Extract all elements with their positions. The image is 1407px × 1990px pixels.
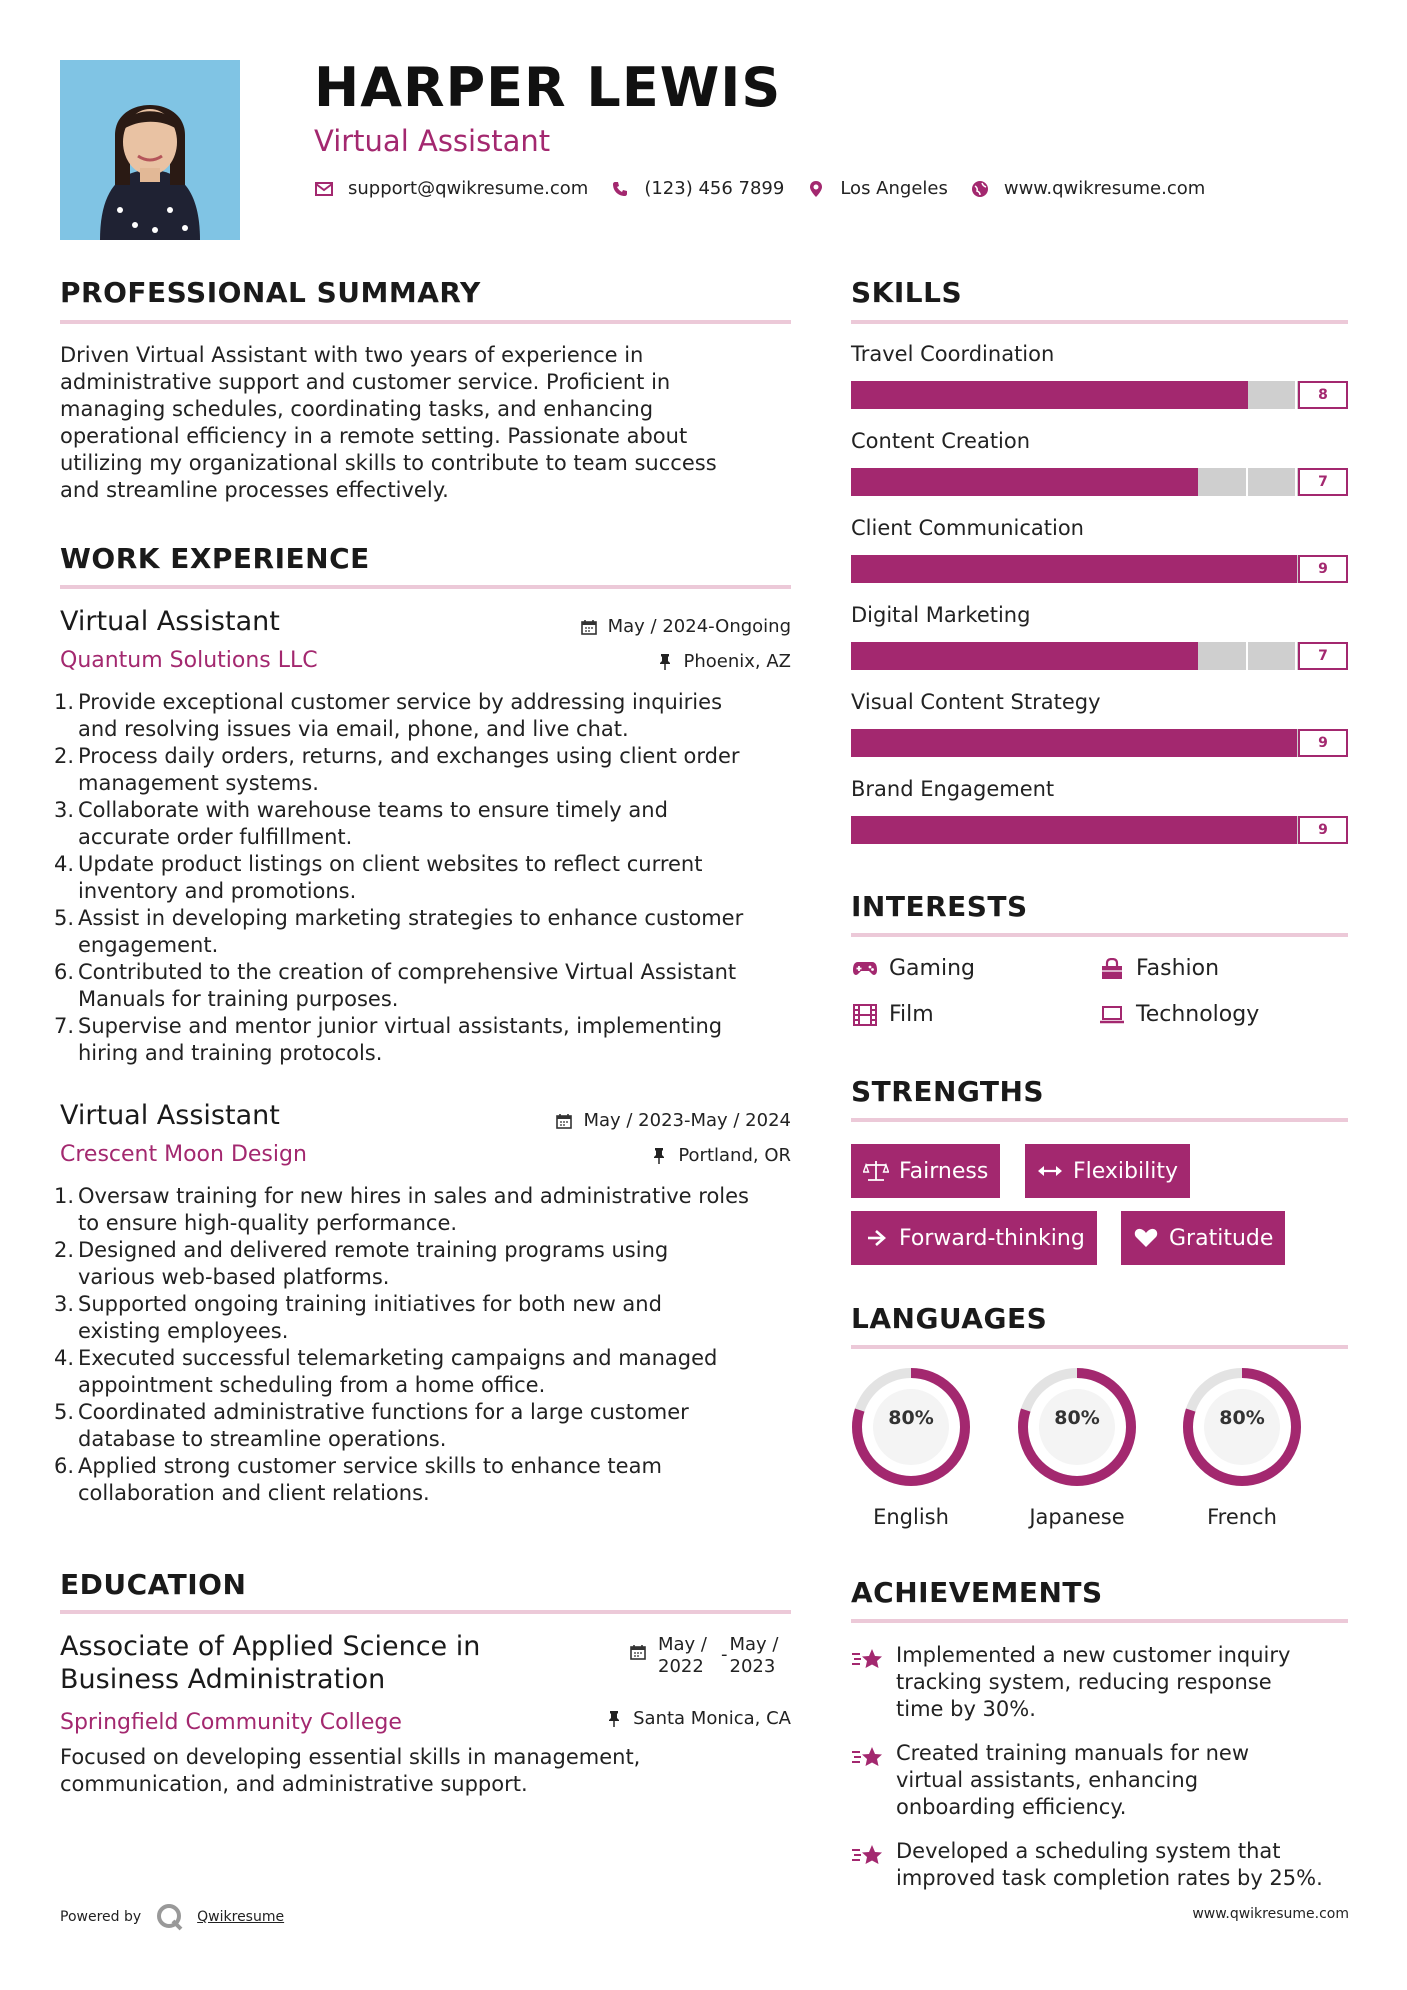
summary-line: utilizing my organizational skills to contribute to team success [60,451,717,475]
company-name: Quantum Solutions LLC [60,648,318,673]
skill-name: Brand Engagement [851,777,1055,801]
location-text: Los Angeles [840,178,948,199]
strength-label: Forward-thinking [899,1225,1085,1251]
summary-line: administrative support and customer service. Proficient in [60,370,671,394]
list-item: 6. Contributed to the creation of comprehensive Virtual Assistant Manuals for training purposes. [54,960,737,1011]
list-item: 5. Coordinated administrative functions for a large customer database to streamline operations. [54,1400,689,1451]
skill-rating: 8 [1298,381,1348,409]
job-bullets [54,689,800,1067]
job-title: Virtual Assistant [60,606,280,637]
language-name: Japanese [1029,1505,1125,1529]
education-divider [60,1610,791,1614]
globe-icon [970,179,990,199]
languages-divider [851,1345,1348,1349]
powered-by [60,1902,284,1932]
education-description: Focused on developing essential skills in management, communication, and administrative support. [60,1745,641,1796]
interest-gaming [851,956,975,981]
profile-photo [60,60,240,240]
shopping-bag-icon [1098,957,1126,981]
calendar-icon [580,618,598,636]
map-pin-icon [806,179,826,199]
strength-badge [851,1211,1097,1265]
degree-title [60,1630,480,1696]
interest-label: Gaming [889,956,975,981]
summary-line: operational efficiency in a remote setting. Passionate about [60,424,688,448]
language-item [849,1365,973,1529]
language-percent: 80% [888,1407,934,1429]
summary-line: managing schedules, coordinating tasks, and enhancing [60,397,654,421]
list-item: 4. Update product listings on client websites to reflect current inventory and promotions. [54,852,703,903]
language-name: English [873,1505,949,1529]
job-location-text: Phoenix, AZ [683,651,791,672]
film-icon [851,1003,879,1027]
list-item: 3. Collaborate with warehouse teams to ensure timely and accurate order fulfillment. [54,798,668,849]
skills-heading: SKILLS [851,276,963,309]
skill-name: Visual Content Strategy [851,690,1101,714]
interest-fashion [1098,956,1219,981]
job-location [650,1145,791,1166]
strength-label: Gratitude [1169,1225,1274,1251]
skill-bar-fill [851,729,1297,757]
envelope-icon [314,179,334,199]
resume-page: HARPER LEWIS Virtual Assistant support@qwikresume.com (123) 456 7899 Los Angeles www.qwikresume.com PROFESSIONAL SUMMARY Driven Virtual Assistant with two years of experience in administrative support and customer service. Proficient in managing schedules, coordinating tasks, and enhancing operational efficiency in a remote setting. Passionate about utilizing my organizational skills to contribute to team success and streamline processes effectively. WORK EXPERIENCE Virtual Assistant May / 2024-Ongoing Quantum Solutions LLC Phoenix, AZ 1. Provide exceptional customer service by addressing inquiries and resolving issues via email, phone, and live chat. 2. Process daily orders, returns, and exchanges using client order management systems. 3. Collaborate with warehouse teams to ensure timely and accurate order fulfillment. 4. Update product listings on client websites to reflect current inventory and promotions. 5. Assist in developing marketing strategies to enhance customer engagement. 6. Contributed to the creation of comprehensive Virtual Assistant Manuals for training purposes. 7. Supervise and mentor junior virtual assistants, implementing hiring and training protocols. Virtual Assistant May / 2023-May / 2024 Crescent Moon Design Portland, OR 1. Oversaw training for new hires in sales and administrative roles to ensure high-quality performance. 2. Designed and delivered remote training programs using various web-based platforms. 3. Supported ongoing training initiatives for both new and existing employees. 4. Executed successful telemarketing campaigns and managed appointment scheduling from a home office. 5. Coordinated administrative functions for a large customer database to streamline operations. 6. Applied strong customer service skills to enhance team collaboration and client relations. EDUCATION Associate of Applied Science in Business Administration May / 2022 - May / 2023 Springfield Community College Santa Monica, CA Focused on developing essential skills in management, communication, and administrative support. SKILLS Travel Coordination 8 Content Creation 7 Client Communication 9 Digital Marketing 7 Visual Content Strategy 9 Brand Engagement 9 INTERESTS Gaming Fashion Film Technology STRENGTHS Fairness Flexibility Forward-thinking Gratitude LANGUAGES 80% English 80% Japanese 80% French ACHIEVEMENTS Implemented a new customer inquiry tracking system, reducing response time by 30%. Created training manuals for new virtual assistants, enhancing onboarding efficiency. Developed a scheduling system that improved task completion rates by 25%. Powered by Qwikresume www.qwikresume.com [0,0,1407,1990]
list-item: 5. Assist in developing marketing strategies to enhance customer engagement. [54,906,744,957]
contact-phone[interactable] [610,178,784,199]
shooting-star-icon [851,1842,885,1868]
pushpin-icon [656,653,674,671]
company-name: Crescent Moon Design [60,1142,307,1167]
language-item [1180,1365,1304,1529]
summary-text [60,342,800,504]
job-bullets [54,1183,800,1507]
gamepad-icon [851,957,879,981]
calendar-icon [630,1644,648,1662]
strengths-heading: STRENGTHS [851,1075,1045,1108]
skill-bar-fill [851,816,1297,844]
list-item: 4. Executed successful telemarketing campaigns and managed appointment scheduling from a home office. [54,1346,718,1397]
phone-icon [610,179,630,199]
interests-divider [851,933,1348,937]
achievements-divider [851,1619,1348,1623]
language-item [1015,1365,1139,1529]
skills-divider [851,320,1348,324]
interest-label: Fashion [1136,956,1220,981]
date-start: May / 2022 [658,1634,707,1677]
skill-bar-fill [851,555,1297,583]
list-item: 1. Oversaw training for new hires in sales and administrative roles to ensure high-quality performance. [54,1184,749,1235]
pushpin-icon [605,1710,623,1728]
skill-name: Digital Marketing [851,603,1031,627]
strength-label: Fairness [899,1158,989,1184]
shooting-star-icon [851,1744,885,1770]
date-separator: - [721,1644,728,1665]
achievements-heading: ACHIEVEMENTS [851,1576,1103,1609]
strength-badge [1121,1211,1285,1265]
skill-rating: 9 [1298,816,1348,844]
balance-scale-icon [863,1160,889,1182]
shooting-star-icon [851,1646,885,1672]
education-location-text: Santa Monica, CA [633,1708,791,1729]
job-date [580,616,791,637]
education-date [630,1634,779,1678]
education-heading: EDUCATION [60,1568,247,1601]
contact-website[interactable] [970,178,1205,199]
list-item: 6. Applied strong customer service skills to enhance team collaboration and client relations. [54,1454,662,1505]
skill-rating: 9 [1298,729,1348,757]
interest-film [851,1002,934,1027]
email-text: support@qwikresume.com [348,178,589,199]
arrows-horizontal-icon [1037,1160,1063,1182]
job-location [656,651,792,672]
summary-line: and streamline processes effectively. [60,478,449,502]
degree-line: Associate of Applied Science in [60,1631,481,1662]
date-end: May / 2023 [729,1634,779,1677]
experience-divider [60,585,791,589]
strength-badge [1025,1144,1190,1198]
language-percent: 80% [1219,1407,1265,1429]
school-name: Springfield Community College [60,1710,402,1735]
language-percent: 80% [1054,1407,1100,1429]
powered-by-text: Powered by [60,1909,142,1925]
candidate-title: Virtual Assistant [314,124,551,158]
languages-heading: LANGUAGES [851,1302,1048,1335]
heart-icon [1133,1227,1159,1249]
contact-location [806,178,948,199]
strengths-divider [851,1118,1348,1122]
skill-bar-fill [851,468,1198,496]
experience-heading: WORK EXPERIENCE [60,542,370,575]
skill-bar-fill [851,642,1198,670]
strength-badge [851,1144,1000,1198]
degree-line: Business Administration [60,1664,386,1695]
list-item: 2. Designed and delivered remote training programs using various web-based platforms. [54,1238,669,1289]
calendar-icon [555,1112,573,1130]
interest-label: Film [889,1002,934,1027]
language-name: French [1207,1505,1277,1529]
strength-label: Flexibility [1073,1158,1178,1184]
list-item: 2. Process daily orders, returns, and exchanges using client order management systems. [54,744,740,795]
interests-heading: INTERESTS [851,890,1028,923]
summary-heading: PROFESSIONAL SUMMARY [60,276,481,309]
laptop-icon [1098,1003,1126,1027]
job-date [555,1110,791,1131]
education-location [605,1708,791,1729]
interest-label: Technology [1136,1002,1260,1027]
interest-technology [1098,1002,1259,1027]
summary-line: Driven Virtual Assistant with two years of experience in [60,343,644,367]
skill-name: Client Communication [851,516,1084,540]
qwikresume-logo-icon [155,1902,185,1932]
website-text: www.qwikresume.com [1003,178,1206,199]
contact-row [314,178,1227,199]
summary-divider [60,320,791,324]
skill-rating: 7 [1298,468,1348,496]
brand-link[interactable]: Qwikresume [197,1909,285,1925]
job-date-text: May / 2024-Ongoing [607,616,791,637]
pushpin-icon [650,1147,668,1165]
contact-email[interactable] [314,178,588,199]
footer-url[interactable]: www.qwikresume.com [1192,1906,1349,1922]
job-location-text: Portland, OR [678,1145,791,1166]
skill-bar-fill [851,381,1248,409]
arrow-right-icon [863,1227,889,1249]
candidate-name: HARPER LEWIS [314,56,782,119]
phone-text: (123) 456 7899 [644,178,785,199]
list-item: 3. Supported ongoing training initiatives for both new and existing employees. [54,1292,662,1343]
skill-rating: 9 [1298,555,1348,583]
skill-rating: 7 [1298,642,1348,670]
list-item: 1. Provide exceptional customer service by addressing inquiries and resolving issues via email, phone, and live chat. [54,690,723,741]
job-date-text: May / 2023-May / 2024 [583,1110,791,1131]
job-title: Virtual Assistant [60,1100,280,1131]
list-item: 7. Supervise and mentor junior virtual assistants, implementing hiring and training protocols. [54,1014,723,1065]
skill-name: Travel Coordination [851,342,1055,366]
skill-name: Content Creation [851,429,1031,453]
